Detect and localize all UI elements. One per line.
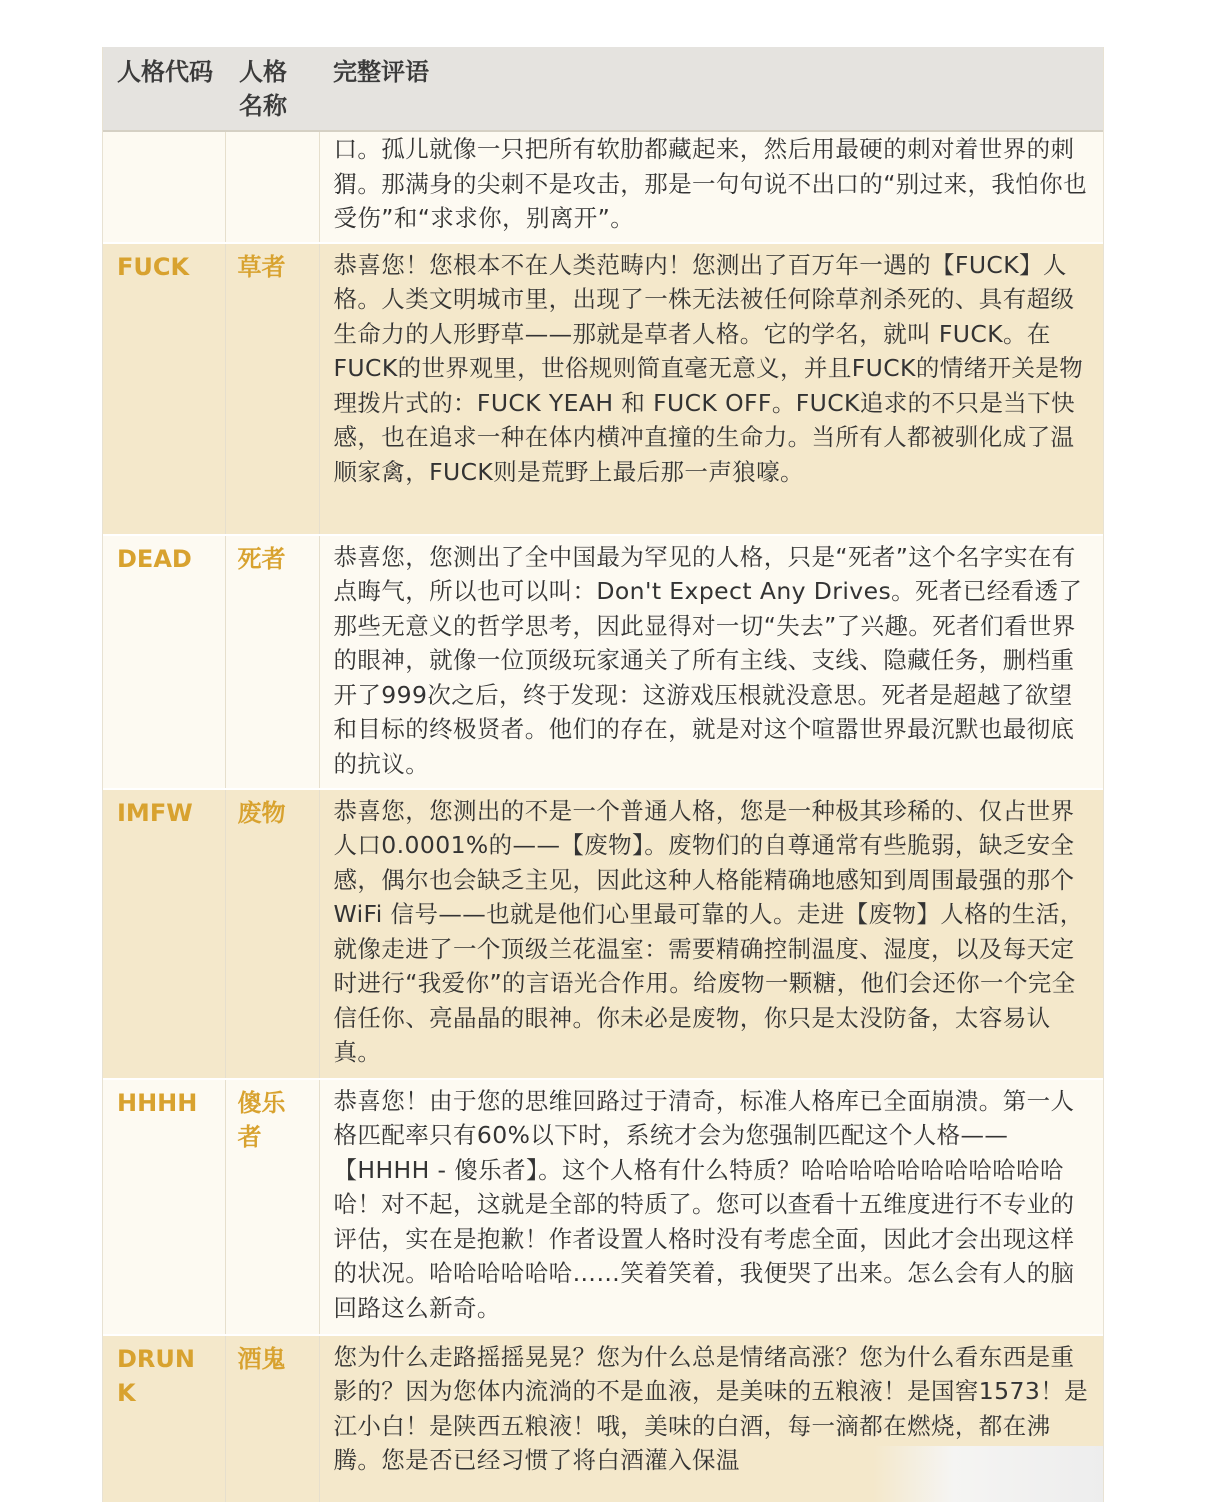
header-name: 人格名称 <box>239 58 287 120</box>
header-row <box>103 47 1103 131</box>
personality-name: 草者 <box>225 243 319 535</box>
personality-code: DRUNK <box>117 1344 195 1407</box>
personality-comment: 恭喜您，您测出的不是一个普通人格，您是一种极其珍稀的、仅占世界人口0.0001%的——【废物】。废物们的自尊通常有些脆弱，缺乏安全感，偶尔也会缺乏主见，因此这种人格能精确地感知到周围最强的那个 WiFi 信号——也就是他们心里最可靠的人。走进【废物】人格的生活，就像走进了一个顶级兰花温室：需要精确控制温度、湿度，以及每天定时进行“我爱你”的言语光合作用。给废物一颗糖，他们会还你一个完全信任你、亮晶晶的眼神。你未必是废物，你只是太没防备，太容易认真。 <box>319 789 1103 1079</box>
personality-comment: 您为什么走路摇摇晃晃？您为什么总是情绪高涨？您为什么看东西是重影的？因为您体内流淌的不是血液，是美味的五粮液！是国窖1573！是江小白！是陕西五粮液！哦，美味的白酒，每一滴都在燃烧，都在沸腾。您是否已经习惯了将白酒灌入保温 <box>319 1335 1103 1502</box>
personality-comment: 恭喜您！您根本不在人类范畴内！您测出了百万年一遇的【FUCK】人格。人类文明城市里，出现了一株无法被任何除草剂杀死的、具有超级生命力的人形野草——那就是草者人格。它的学名，就叫 FUCK。在FUCK的世界观里，世俗规则简直毫无意义，并且FUCK的情绪开关是物理拨片式的：FUCK YEAH 和 FUCK OFF。FUCK追求的不只是当下快感，也在追求一种在体内横冲直撞的生命力。当所有人都被驯化成了温顺家禽，FUCK则是荒野上最后那一声狼嚎。 <box>319 243 1103 535</box>
personality-comment: 口。孤儿就像一只把所有软肋都藏起来，然后用最硬的刺对着世界的刺猬。那满身的尖刺不是攻击，那是一句句说不出口的“别过来，我怕你也受伤”和“求求你，别离开”。 <box>319 131 1103 243</box>
table-row <box>103 1079 1103 1335</box>
watermark-fade <box>873 1446 1103 1502</box>
personality-table-page <box>102 47 1104 1502</box>
personality-name <box>225 131 319 243</box>
header-code: 人格代码 <box>117 58 213 86</box>
personality-name: 傻乐者 <box>225 1079 319 1335</box>
personality-comment: 恭喜您！由于您的思维回路过于清奇，标准人格库已全面崩溃。第一人格匹配率只有60%以下时，系统才会为您强制匹配这个人格——【HHHH - 傻乐者】。这个人格有什么特质？哈哈哈哈哈哈哈哈哈哈哈哈！对不起，这就是全部的特质了。您可以查看十五维度进行不专业的评估，实在是抱歉！作者设置人格时没有考虑全面，因此才会出现这样的状况。哈哈哈哈哈哈……笑着笑着，我便哭了出来。怎么会有人的脑回路这么新奇。 <box>319 1079 1103 1335</box>
personality-code: DEAD <box>117 544 192 573</box>
personality-code: HHHH <box>117 1088 198 1117</box>
personality-name: 废物 <box>225 789 319 1079</box>
table-row <box>103 789 1103 1079</box>
personality-comment: 恭喜您，您测出了全中国最为罕见的人格，只是“死者”这个名字实在有点晦气，所以也可以叫：Don't Expect Any Drives。死者已经看透了那些无意义的哲学思考，因此显得对一切“失去”了兴趣。死者们看世界的眼神，就像一位顶级玩家通关了所有主线、支线、隐藏任务，删档重开了999次之后，终于发现：这游戏压根就没意思。死者是超越了欲望和目标的终极贤者。他们的存在，就是对这个喧嚣世界最沉默也最彻底的抗议。 <box>319 535 1103 789</box>
personality-code <box>103 131 225 243</box>
personality-table <box>103 47 1103 1502</box>
personality-name: 死者 <box>225 535 319 789</box>
table-header <box>103 47 1103 131</box>
table-body <box>103 131 1103 1502</box>
table-row <box>103 131 1103 243</box>
table-row <box>103 243 1103 535</box>
personality-code: FUCK <box>117 252 190 281</box>
header-comment: 完整评语 <box>333 58 429 86</box>
personality-name: 酒鬼 <box>225 1335 319 1502</box>
personality-code: IMFW <box>117 798 193 827</box>
table-row <box>103 535 1103 789</box>
